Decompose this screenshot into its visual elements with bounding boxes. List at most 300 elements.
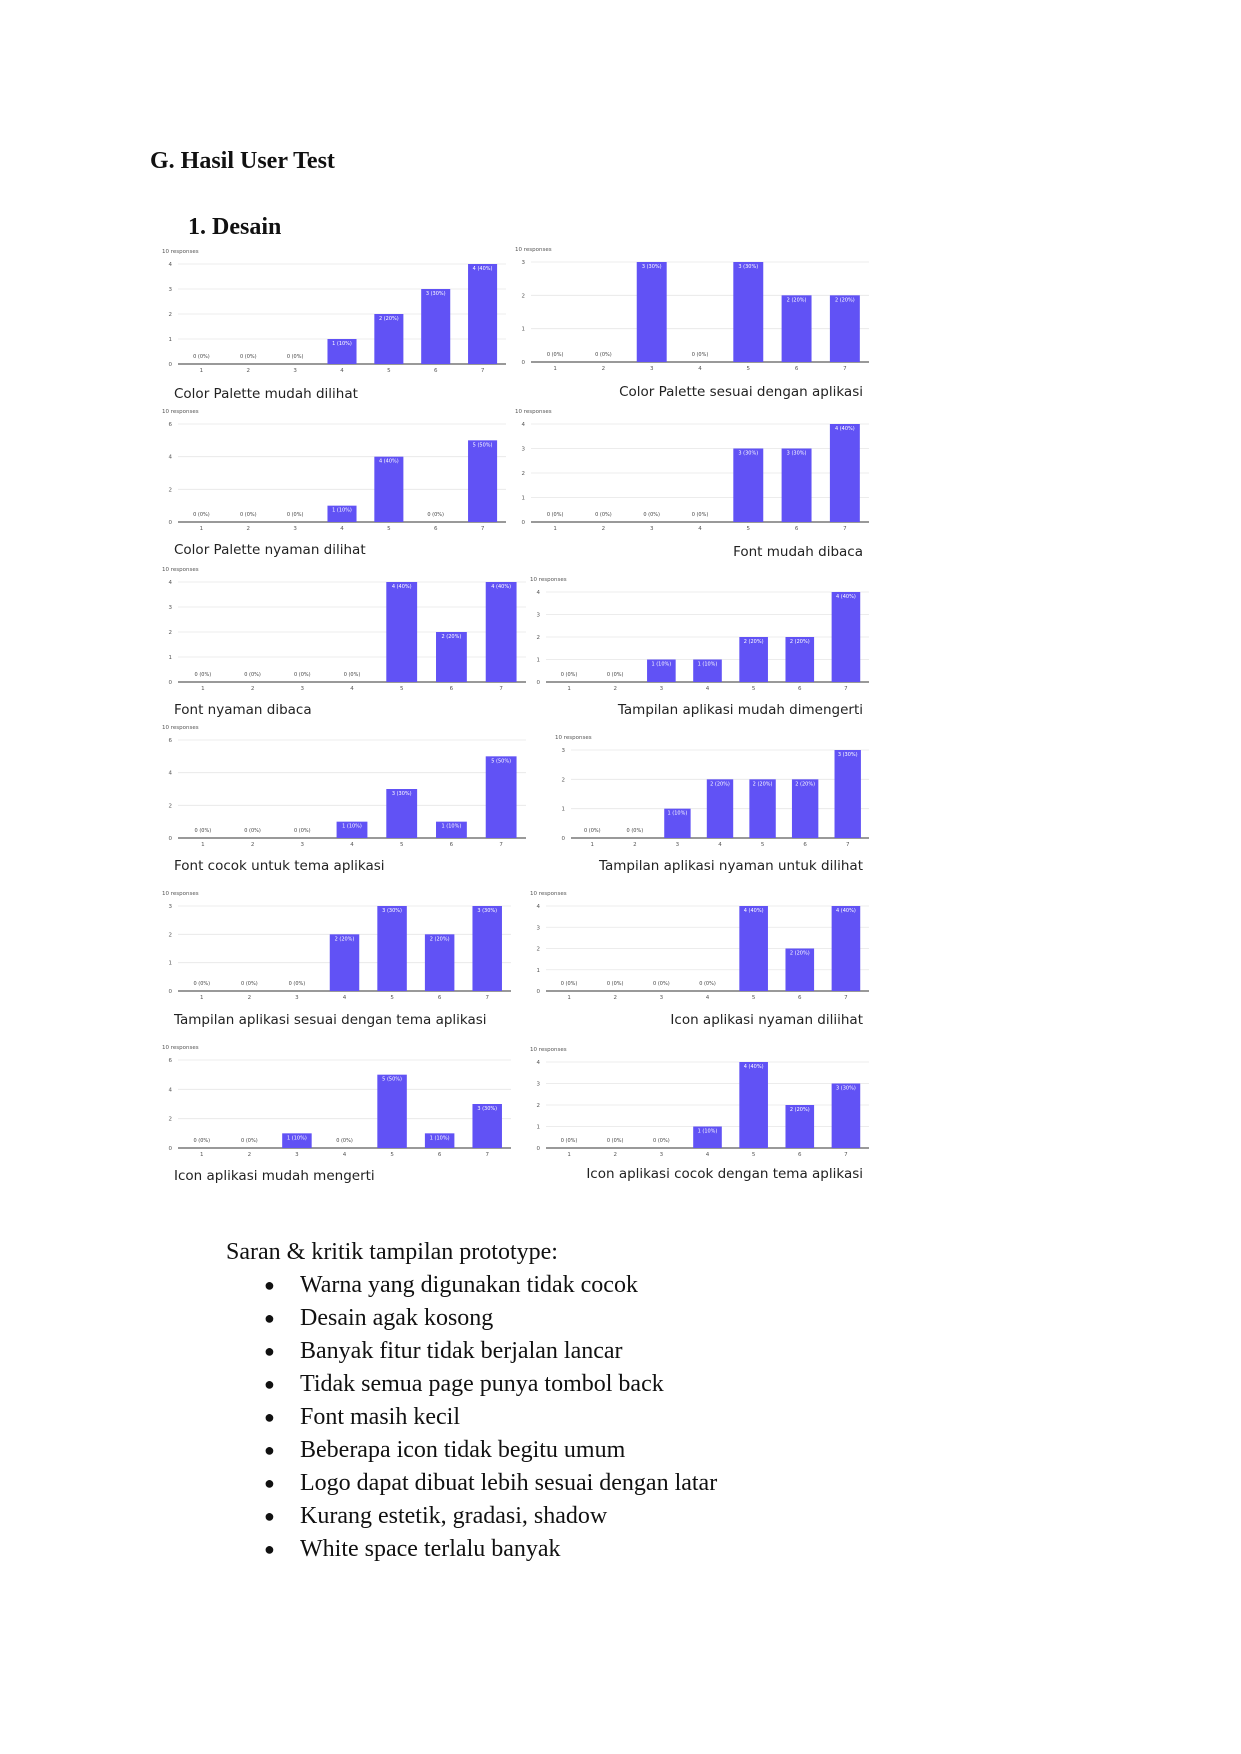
bullet-icon: ● (264, 1341, 275, 1361)
x-tick-label: 1 (567, 1152, 571, 1158)
bar-data-label: 3 (30%) (836, 1085, 856, 1092)
x-tick-label: 5 (751, 1152, 756, 1158)
x-tick-label: 3 (649, 366, 654, 372)
x-tick-label: 4 (350, 686, 354, 692)
feedback-title: Saran & kritik tampilan prototype: (226, 1239, 558, 1265)
x-tick-label: 4 (342, 995, 347, 1001)
list-item-text: Banyak fitur tidak berjalan lancar (300, 1338, 623, 1364)
chart-icon-nyaman-dilihat (530, 890, 875, 1028)
y-tick-label: 0 (521, 520, 525, 526)
x-tick-label: 5 (387, 526, 391, 532)
bar-data-label: 2 (20%) (710, 781, 730, 788)
x-tick-label: 7 (844, 686, 848, 692)
list-item (264, 1335, 717, 1368)
chart-font-mudah-dibaca (515, 408, 875, 560)
x-tick-label: 6 (798, 995, 802, 1001)
y-tick-label: 4 (521, 422, 525, 428)
chart-caption: Icon aplikasi nyaman diliihat (670, 1012, 863, 1028)
y-tick-label: 4 (168, 454, 172, 461)
y-tick-label: 3 (536, 1081, 540, 1088)
bar-data-label: 0 (0%) (241, 1138, 258, 1144)
x-tick-label: 1 (199, 368, 204, 374)
responses-count: 10 responses (515, 247, 552, 253)
bar (377, 906, 406, 991)
responses-count: 10 responses (162, 567, 199, 573)
x-tick-label: 7 (480, 526, 485, 532)
bar (330, 934, 359, 991)
y-tick-label: 0 (168, 836, 172, 842)
y-tick-label: 1 (561, 806, 565, 813)
bar (374, 457, 403, 522)
bar-chart (530, 890, 875, 1005)
x-tick-label: 3 (649, 526, 654, 532)
bullet-icon: ● (264, 1473, 275, 1493)
feedback-list (226, 1269, 717, 1566)
y-tick-label: 0 (536, 680, 540, 686)
y-tick-label: 2 (168, 1116, 172, 1123)
chart-caption: Color Palette mudah dilihat (174, 386, 358, 402)
chart-caption: Tampilan aplikasi mudah dimengerti (617, 702, 863, 718)
list-item-text: Warna yang digunakan tidak cocok (300, 1272, 638, 1298)
bullet-icon: ● (264, 1308, 275, 1328)
y-tick-label: 6 (168, 422, 172, 428)
bar-data-label: 4 (40%) (472, 266, 493, 272)
x-tick-label: 3 (300, 686, 305, 692)
responses-count: 10 responses (515, 409, 552, 415)
bar (421, 289, 450, 364)
bar-data-label: 1 (10%) (697, 661, 718, 668)
y-tick-label: 1 (536, 657, 540, 664)
x-tick-label: 1 (200, 1152, 204, 1158)
bar-data-label: 0 (0%) (626, 828, 644, 834)
x-tick-label: 6 (794, 366, 799, 372)
y-tick-label: 1 (521, 495, 525, 502)
bar-data-label: 0 (0%) (244, 828, 261, 834)
bar (835, 750, 861, 838)
y-tick-label: 3 (168, 287, 172, 293)
x-tick-label: 5 (751, 686, 756, 692)
chart-caption: Icon aplikasi cocok dengan tema aplikasi (586, 1166, 863, 1182)
bar (739, 1062, 768, 1148)
bar-data-label: 0 (0%) (194, 828, 212, 834)
y-tick-label: 4 (168, 1087, 172, 1094)
bar-data-label: 5 (50%) (382, 1076, 402, 1083)
x-tick-label: 6 (437, 1152, 442, 1158)
bar-data-label: 2 (20%) (743, 639, 764, 645)
x-tick-label: 3 (659, 1152, 664, 1158)
x-tick-label: 6 (437, 995, 442, 1001)
y-tick-label: 4 (168, 770, 172, 777)
bar-data-label: 0 (0%) (606, 672, 624, 678)
bar-data-label: 0 (0%) (595, 512, 612, 518)
list-item (264, 1467, 717, 1500)
bar-chart (162, 890, 517, 1005)
bar (486, 756, 517, 838)
y-tick-label: 0 (168, 520, 172, 526)
bar (733, 449, 763, 523)
chart-tampilan-mudah-dimengerti (530, 576, 875, 718)
bar-chart (162, 566, 532, 696)
bar-data-label: 0 (0%) (583, 828, 601, 834)
y-tick-label: 2 (168, 932, 172, 939)
x-tick-label: 2 (247, 1152, 252, 1158)
x-tick-label: 6 (794, 526, 799, 532)
y-tick-label: 3 (168, 605, 172, 611)
x-tick-label: 4 (705, 1152, 710, 1158)
y-tick-label: 4 (168, 580, 172, 586)
x-tick-label: 3 (295, 1152, 299, 1158)
bar-data-label: 3 (30%) (786, 450, 807, 457)
bar-data-label: 2 (20%) (786, 297, 807, 304)
bar-data-label: 3 (30%) (477, 1106, 498, 1112)
bar-data-label: 2 (20%) (441, 634, 462, 640)
x-tick-label: 4 (698, 366, 702, 372)
feedback-section (226, 1236, 717, 1566)
x-tick-label: 7 (499, 842, 503, 848)
x-tick-label: 2 (250, 842, 255, 848)
bar-data-label: 0 (0%) (239, 512, 257, 518)
list-item-text: Desain agak kosong (300, 1305, 494, 1331)
chart-caption: Tampilan aplikasi nyaman untuk dilihat (598, 858, 863, 874)
x-tick-label: 1 (553, 526, 557, 532)
chart-font-nyaman-dibaca (162, 566, 532, 718)
x-tick-label: 7 (844, 1152, 848, 1158)
bar (739, 906, 768, 991)
bullet-icon: ● (264, 1440, 275, 1460)
x-tick-label: 5 (746, 526, 751, 532)
bullet-icon: ● (264, 1506, 275, 1526)
y-tick-label: 6 (168, 738, 172, 744)
x-tick-label: 4 (705, 995, 710, 1001)
bar-data-label: 0 (0%) (560, 981, 578, 987)
bar (782, 449, 812, 523)
bar (830, 295, 860, 362)
responses-count: 10 responses (530, 1047, 567, 1053)
bar-data-label: 3 (30%) (477, 908, 498, 914)
bar-data-label: 3 (30%) (641, 264, 662, 270)
x-tick-label: 7 (499, 686, 503, 692)
chart-caption: Tampilan aplikasi sesuai dengan tema aplikasi (174, 1012, 487, 1028)
x-tick-label: 2 (601, 526, 606, 532)
y-tick-label: 3 (168, 904, 172, 910)
bar-data-label: 0 (0%) (193, 1138, 211, 1144)
bar-data-label: 5 (50%) (491, 758, 512, 765)
list-item (264, 1434, 717, 1467)
y-tick-label: 0 (168, 1146, 172, 1152)
bar-data-label: 2 (20%) (752, 781, 773, 788)
bar-data-label: 4 (40%) (836, 908, 856, 914)
chart-caption: Font cocok untuk tema aplikasi (174, 858, 385, 874)
chart-color-palette-mudah-dilihat (162, 248, 512, 402)
bar-data-label: 3 (30%) (391, 791, 412, 797)
y-tick-label: 2 (536, 946, 540, 953)
bar-data-label: 0 (0%) (193, 354, 210, 360)
bar (637, 262, 667, 362)
y-tick-label: 0 (168, 680, 172, 686)
x-tick-label: 3 (659, 686, 664, 692)
bar (386, 582, 417, 682)
x-tick-label: 2 (247, 995, 252, 1001)
x-tick-label: 5 (746, 366, 751, 372)
x-tick-label: 1 (590, 842, 595, 848)
bar-data-label: 4 (40%) (836, 594, 856, 600)
bar-data-label: 2 (20%) (378, 316, 399, 322)
x-tick-label: 4 (698, 526, 702, 532)
y-tick-label: 0 (536, 1146, 540, 1152)
y-tick-label: 1 (521, 326, 525, 333)
bar (425, 934, 454, 991)
x-tick-label: 5 (399, 842, 404, 848)
x-tick-label: 4 (342, 1152, 347, 1158)
x-tick-label: 6 (449, 842, 454, 848)
responses-count: 10 responses (162, 249, 199, 255)
bar-chart (162, 408, 512, 536)
list-item (264, 1533, 717, 1566)
bar-data-label: 4 (40%) (743, 1064, 764, 1070)
bar (832, 592, 861, 682)
bar-data-label: 1 (10%) (342, 823, 362, 830)
responses-count: 10 responses (555, 735, 592, 741)
bullet-icon: ● (264, 1374, 275, 1394)
x-tick-label: 4 (340, 526, 344, 532)
chart-color-palette-sesuai (515, 246, 875, 400)
bar-chart (555, 734, 875, 852)
y-tick-label: 3 (536, 612, 540, 619)
chart-icon-cocok-tema (530, 1046, 875, 1182)
responses-count: 10 responses (162, 891, 199, 897)
bar-data-label: 2 (20%) (834, 297, 855, 304)
bar-chart (515, 246, 875, 376)
x-tick-label: 7 (845, 842, 850, 848)
x-tick-label: 6 (449, 686, 454, 692)
bar-data-label: 0 (0%) (286, 354, 304, 360)
bar-data-label: 5 (50%) (472, 442, 493, 449)
x-tick-label: 1 (200, 995, 204, 1001)
y-tick-label: 2 (521, 293, 525, 300)
y-tick-label: 2 (168, 630, 172, 636)
bar (468, 264, 497, 364)
bar-data-label: 0 (0%) (691, 352, 709, 358)
bar-data-label: 2 (20%) (789, 639, 810, 645)
chart-color-palette-nyaman (162, 408, 512, 558)
x-tick-label: 1 (201, 842, 205, 848)
bar-data-label: 0 (0%) (546, 352, 564, 358)
bar-data-label: 0 (0%) (193, 512, 210, 518)
x-tick-label: 4 (705, 686, 710, 692)
x-tick-label: 3 (293, 368, 297, 374)
x-tick-label: 7 (480, 368, 485, 374)
y-tick-label: 0 (168, 989, 172, 995)
bullet-icon: ● (264, 1539, 275, 1559)
bar-data-label: 1 (10%) (287, 1135, 307, 1142)
bar-data-label: 2 (20%) (789, 1107, 810, 1113)
list-item-text: White space terlalu banyak (300, 1536, 561, 1562)
bar-data-label: 2 (20%) (429, 936, 450, 943)
y-tick-label: 2 (561, 777, 565, 784)
bar-data-label: 0 (0%) (194, 672, 212, 678)
bar-data-label: 1 (10%) (429, 1135, 450, 1142)
x-tick-label: 7 (843, 526, 847, 532)
x-tick-label: 3 (659, 995, 664, 1001)
bar (486, 582, 517, 682)
y-tick-label: 2 (536, 1103, 540, 1109)
bar (832, 1084, 861, 1149)
y-tick-label: 1 (168, 960, 172, 967)
y-tick-label: 4 (536, 1060, 540, 1066)
x-tick-label: 2 (613, 686, 617, 692)
chart-tampilan-sesuai-tema (162, 890, 517, 1028)
x-tick-label: 6 (798, 1152, 802, 1158)
chart-caption: Color Palette nyaman dilihat (174, 542, 366, 558)
bar-data-label: 0 (0%) (699, 981, 716, 987)
bar-chart (530, 576, 875, 696)
x-tick-label: 4 (350, 842, 354, 848)
x-tick-label: 1 (199, 526, 204, 532)
list-item (264, 1269, 717, 1302)
list-item-text: Font masih kecil (300, 1404, 460, 1430)
list-item-text: Logo dapat dibuat lebih sesuai dengan latar (300, 1470, 718, 1496)
y-tick-label: 0 (521, 360, 525, 366)
y-tick-label: 2 (168, 312, 172, 318)
x-tick-label: 5 (390, 995, 394, 1001)
y-tick-label: 4 (168, 262, 172, 268)
bar-data-label: 0 (0%) (293, 672, 311, 678)
x-tick-label: 1 (567, 686, 571, 692)
x-tick-label: 5 (387, 368, 391, 374)
chart-tampilan-nyaman-dilihat (555, 734, 875, 874)
y-tick-label: 4 (536, 590, 540, 596)
bar-data-label: 3 (30%) (837, 752, 858, 758)
x-tick-label: 5 (751, 995, 756, 1001)
x-tick-label: 1 (201, 686, 205, 692)
y-tick-label: 1 (168, 655, 172, 661)
list-item (264, 1368, 717, 1401)
y-tick-label: 1 (536, 1124, 540, 1131)
bar-data-label: 1 (10%) (651, 661, 672, 668)
list-item (264, 1302, 717, 1335)
x-tick-label: 4 (340, 368, 344, 374)
bar-data-label: 0 (0%) (595, 352, 612, 358)
bullet-icon: ● (264, 1407, 275, 1427)
bar (733, 262, 763, 362)
list-item-text: Beberapa icon tidak begitu umum (300, 1437, 626, 1463)
bar (377, 1075, 406, 1148)
bar (782, 295, 812, 362)
x-tick-label: 1 (553, 366, 557, 372)
y-tick-label: 2 (168, 487, 172, 494)
x-tick-label: 7 (844, 995, 848, 1001)
y-tick-label: 2 (168, 803, 172, 810)
bar-data-label: 0 (0%) (643, 512, 661, 518)
chart-icon-mudah-mengerti (162, 1044, 517, 1184)
x-tick-label: 2 (246, 526, 251, 532)
list-item-text: Tidak semua page punya tombol back (300, 1371, 664, 1397)
x-tick-label: 3 (675, 842, 680, 848)
bar-chart (162, 724, 532, 852)
list-item (264, 1500, 717, 1533)
list-item-text: Kurang estetik, gradasi, shadow (300, 1503, 608, 1529)
y-tick-label: 6 (168, 1058, 172, 1064)
y-tick-label: 3 (561, 748, 565, 754)
bar-data-label: 0 (0%) (606, 981, 624, 987)
bar-data-label: 0 (0%) (336, 1138, 353, 1144)
x-tick-label: 5 (399, 686, 404, 692)
bar-data-label: 2 (20%) (334, 936, 355, 943)
y-tick-label: 3 (521, 446, 525, 453)
x-tick-label: 2 (633, 842, 637, 848)
chart-caption: Icon aplikasi mudah mengerti (174, 1168, 375, 1184)
x-tick-label: 7 (485, 1152, 489, 1158)
bar-data-label: 0 (0%) (239, 354, 257, 360)
bar-data-label: 0 (0%) (546, 512, 564, 518)
bar-data-label: 1 (10%) (697, 1128, 718, 1135)
bar-data-label: 0 (0%) (691, 512, 709, 518)
bar (707, 779, 733, 838)
x-tick-label: 7 (843, 366, 847, 372)
section-heading: G. Hasil User Test (150, 148, 335, 174)
bar-data-label: 0 (0%) (427, 512, 445, 518)
y-tick-label: 3 (536, 925, 540, 932)
bar-data-label: 0 (0%) (343, 672, 361, 678)
x-tick-label: 6 (803, 842, 807, 848)
x-tick-label: 6 (433, 368, 438, 374)
y-tick-label: 0 (536, 989, 540, 995)
bar (749, 779, 775, 838)
x-tick-label: 5 (760, 842, 765, 848)
bar-data-label: 4 (40%) (491, 584, 512, 590)
x-tick-label: 3 (295, 995, 299, 1001)
bar (832, 906, 861, 991)
bar (830, 424, 860, 522)
bar-data-label: 3 (30%) (382, 908, 402, 914)
bar-chart (162, 248, 512, 378)
x-tick-label: 2 (613, 1152, 617, 1158)
x-tick-label: 3 (300, 842, 305, 848)
bar-data-label: 2 (20%) (789, 950, 810, 957)
y-tick-label: 4 (536, 904, 540, 910)
bar-data-label: 2 (20%) (795, 781, 816, 788)
bar (472, 906, 501, 991)
bar-data-label: 4 (40%) (743, 908, 764, 914)
y-tick-label: 0 (561, 836, 565, 842)
responses-count: 10 responses (162, 409, 199, 415)
bar-data-label: 0 (0%) (241, 981, 258, 987)
bar-data-label: 4 (40%) (834, 426, 855, 432)
bar-data-label: 1 (10%) (441, 823, 462, 830)
x-tick-label: 2 (613, 995, 617, 1001)
y-tick-label: 0 (168, 362, 172, 368)
x-tick-label: 6 (433, 526, 438, 532)
y-tick-label: 1 (168, 337, 172, 343)
bar-data-label: 0 (0%) (288, 981, 306, 987)
y-tick-label: 2 (536, 635, 540, 641)
x-tick-label: 2 (250, 686, 255, 692)
responses-count: 10 responses (530, 577, 567, 583)
bar-chart (162, 1044, 517, 1162)
responses-count: 10 responses (162, 1045, 199, 1051)
x-tick-label: 3 (293, 526, 297, 532)
chart-caption: Color Palette sesuai dengan aplikasi (619, 384, 863, 400)
bar-data-label: 4 (40%) (391, 584, 412, 590)
bar-data-label: 0 (0%) (193, 981, 211, 987)
bar-data-label: 3 (30%) (738, 264, 759, 270)
subsection-heading: 1. Desain (188, 214, 282, 240)
x-tick-label: 1 (567, 995, 571, 1001)
bar-data-label: 0 (0%) (560, 1138, 578, 1144)
chart-caption: Font mudah dibaca (733, 544, 863, 560)
chart-caption: Font nyaman dibaca (174, 702, 312, 718)
y-tick-label: 3 (521, 260, 525, 266)
